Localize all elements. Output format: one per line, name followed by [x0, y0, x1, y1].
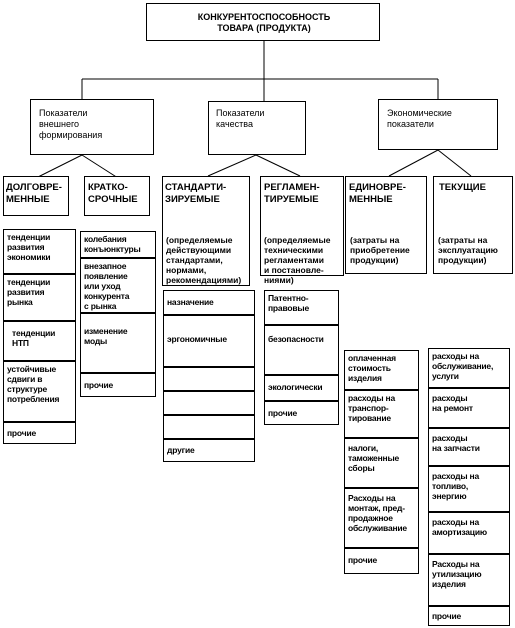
list-item-spacer [163, 415, 255, 439]
diagram-title: КОНКУРЕНТОСПОСОБНОСТЬ ТОВАРА (ПРОДУКТА) [197, 12, 331, 33]
category-long-term [3, 176, 69, 216]
category-short-term [84, 176, 150, 216]
list-item [163, 391, 255, 415]
group-external-label: Показатели внешнего формирования [39, 108, 103, 140]
list-item: колебания конъюнктуры [80, 231, 156, 258]
category-regulated-note: (определяемые техническими регламентами и постановле- ниями) [264, 235, 331, 285]
list-item: расходы на ремонт [428, 388, 510, 428]
category-short-term-label: КРАТКО- СРОЧНЫЕ [88, 182, 138, 205]
group-quality-header [208, 101, 306, 155]
list-item: тенденции развития экономики [3, 229, 76, 274]
group-quality-label: Показатели качества [216, 108, 265, 129]
list-item: оплаченная стоимость изделия [344, 350, 419, 390]
list-item: расходы на запчасти [428, 428, 510, 466]
group-external-header [30, 99, 154, 155]
diagram-title-box [146, 3, 380, 41]
category-current-label: ТЕКУЩИЕ [439, 182, 486, 193]
category-regulated [260, 176, 344, 285]
list-item: Патентно- правовые [264, 290, 339, 325]
category-long-term-label: ДОЛГОВРЕ- МЕННЫЕ [6, 182, 62, 205]
category-one-time-label: ЕДИНОВРЕ- МЕННЫЕ [349, 182, 406, 205]
category-one-time-note: (затраты на приобретение продукции) [350, 235, 410, 265]
group-economic-label: Экономические показатели [387, 108, 452, 129]
list-item: эргономичные [163, 315, 255, 367]
list-item: прочие [80, 373, 156, 397]
list-item: внезапное появление или уход конкурента с рынка [80, 258, 156, 313]
list-item: экологически [264, 375, 339, 401]
list-item: устойчивые сдвиги в структуре потребления [3, 361, 76, 422]
list-item: другие [163, 439, 255, 462]
category-regulated-label: РЕГЛАМЕН- ТИРУЕМЫЕ [264, 182, 320, 205]
category-current-note: (затраты на эксплуатацию продукции) [438, 235, 498, 265]
list-item [163, 367, 255, 391]
list-item: расходы на топливо, энергию [428, 466, 510, 512]
list-item: безопасности [264, 325, 339, 375]
list-item: расходы на амортизацию [428, 512, 510, 554]
group-economic-header [378, 99, 498, 150]
category-standardized-note: (определяемые действующими стандартами, нормами, рекомендациями) [166, 235, 242, 285]
category-standardized-label: СТАНДАРТИ- ЗИРУЕМЫЕ [165, 182, 227, 205]
list-item: прочие [264, 401, 339, 425]
list-item: прочие [3, 422, 76, 444]
list-item: расходы на транспор- тирование [344, 390, 419, 438]
category-standardized [162, 176, 250, 286]
list-item: тенденции развития рынка [3, 274, 76, 321]
category-one-time [345, 176, 427, 274]
category-current [433, 176, 513, 274]
list-item: Расходы на утилизацию изделия [428, 554, 510, 606]
list-item: назначение [163, 290, 255, 315]
list-item: изменение моды [80, 313, 156, 373]
list-item: тенденции НТП [3, 321, 76, 361]
list-item: прочие [428, 606, 510, 626]
list-item: налоги, таможенные сборы [344, 438, 419, 488]
list-item: расходы на обслуживание, услуги [428, 348, 510, 388]
list-item: прочие [344, 548, 419, 574]
list-item: Расходы на монтаж, пред- продажное обслуживание [344, 488, 419, 548]
